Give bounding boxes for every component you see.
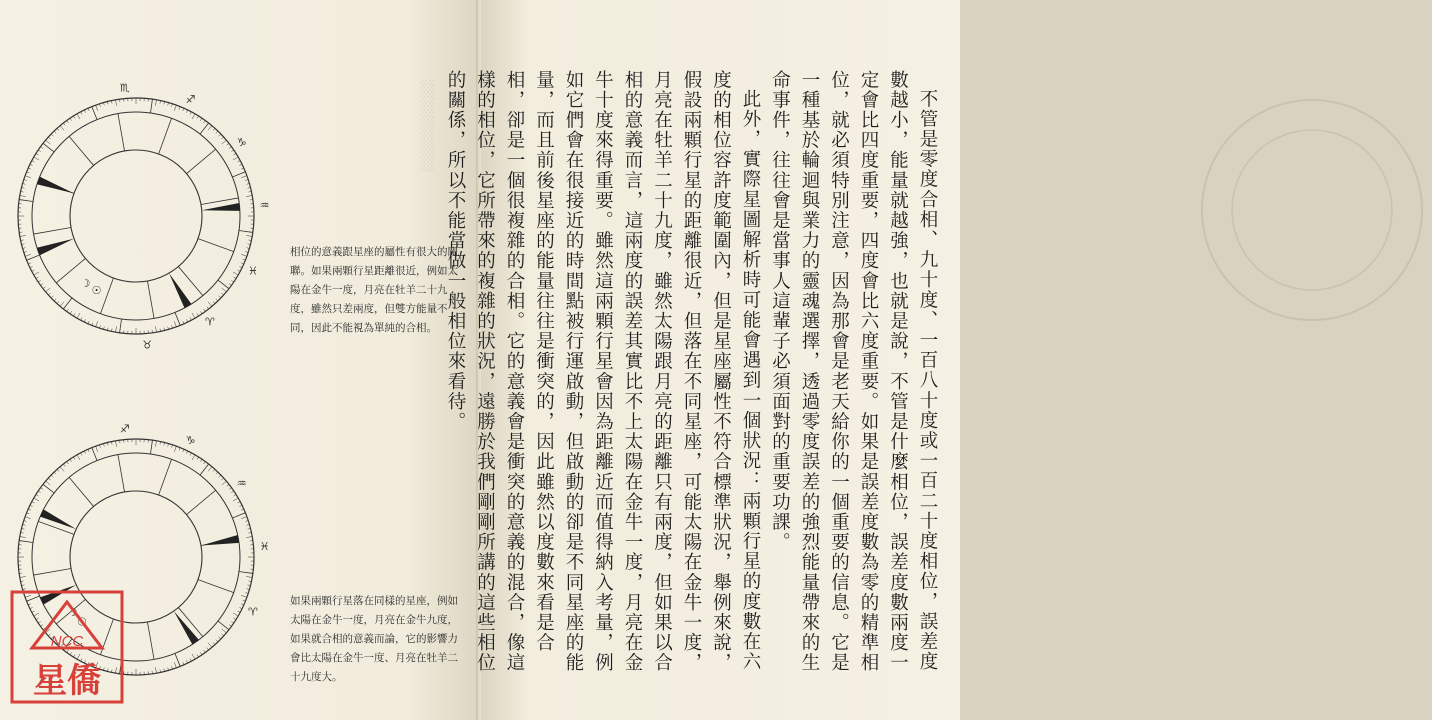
degree-tick: [222, 481, 227, 485]
degree-tick: [246, 235, 252, 236]
zodiac-sign-glyph: ♐: [185, 93, 196, 107]
degree-tick: [174, 446, 176, 452]
degree-tick: [54, 131, 56, 133]
degree-tick: [213, 128, 215, 130]
degree-tick: [239, 607, 242, 608]
degree-tick: [200, 311, 202, 313]
degree-tick: [200, 652, 202, 654]
zodiac-sign-glyph: ♒: [236, 477, 247, 491]
degree-tick: [222, 140, 227, 144]
degree-tick: [234, 153, 237, 155]
degree-tick: [216, 472, 218, 474]
sign-divider: [92, 448, 97, 461]
zodiac-sign-glyph: ♏: [119, 81, 130, 95]
degree-tick: [200, 459, 202, 461]
degree-tick: [192, 313, 195, 318]
degree-tick: [174, 321, 176, 327]
degree-tick: [57, 128, 59, 130]
degree-tick: [73, 457, 75, 460]
degree-tick: [207, 307, 209, 309]
sign-divider: [43, 484, 54, 493]
degree-tick: [77, 313, 80, 318]
degree-tick: [34, 157, 39, 160]
house-cusp-line: [147, 281, 154, 318]
body-text: [441, 70, 943, 682]
degree-tick: [213, 642, 215, 644]
degree-tick: [20, 196, 26, 197]
degree-tick: [221, 293, 223, 295]
degree-tick: [207, 648, 209, 650]
degree-tick: [41, 147, 43, 149]
sign-divider: [200, 123, 209, 134]
degree-tick: [229, 625, 231, 627]
degree-tick: [183, 662, 184, 665]
degree-tick: [238, 161, 241, 162]
degree-tick: [155, 326, 156, 332]
degree-tick: [34, 498, 39, 501]
degree-tick: [25, 176, 31, 178]
degree-tick: [239, 164, 242, 165]
degree-tick: [234, 618, 237, 620]
zodiac-sign-glyph: ♈: [205, 315, 215, 329]
left-page: [0, 0, 478, 720]
degree-tick: [67, 121, 69, 123]
house-cusp-line: [198, 239, 234, 252]
degree-tick: [208, 467, 212, 472]
wheel-outer-ring: [18, 98, 254, 334]
degree-tick: [36, 494, 39, 496]
degree-tick: [241, 595, 247, 597]
astrology-chart-top: [26, 81, 276, 352]
degree-tick: [227, 143, 229, 145]
degree-tick: [246, 576, 252, 577]
degree-tick: [219, 475, 221, 477]
degree-tick: [81, 112, 82, 115]
degree-tick: [219, 134, 221, 136]
degree-tick: [84, 451, 85, 454]
degree-tick: [34, 272, 39, 275]
degree-tick: [239, 266, 242, 267]
degree-tick: [116, 326, 117, 332]
paragraph-2: 此外，實際星圖解析時可能會遇到一個狀況：兩顆行星的度數在六度的相位容許度範圍內，但是星座屬性不符合標準狀況，舉例來說，假設兩顆行星的距離很近，但落在不同星座，可能太陽在金牛一度，月亮在牡羊二十九度，雖然太陽跟月亮的距離只有兩度，但如果以合相的意義而言，這兩度的誤差其實比不上太陽在金牛一度，月亮在金牛十度來得重要。雖然這兩顆行星會因為距離近而值得納入考量，例如它們會在很接近的時間點被行運啟動，但啟動的卻是不同星座的能量，而且前後星座的能量往往是衝突的，因此雖然以度數來看是合相，卻是一個很複雜的合相。它的意義會是衝突的意義的混合，像這樣的相位，它所帶來的複雜的狀況，遠勝於我們剛剛所講的這些相位的關係，所以不能當做一般相位來看待。: [445, 70, 761, 673]
degree-tick: [67, 462, 69, 464]
sign-divider: [239, 230, 253, 232]
degree-tick: [30, 266, 33, 267]
degree-tick: [77, 455, 80, 460]
house-cusp-line: [69, 477, 93, 506]
zodiac-sign-glyph: ♓: [259, 539, 270, 553]
sign-divider: [120, 319, 122, 333]
degree-tick: [63, 464, 65, 466]
degree-tick: [155, 100, 156, 106]
degree-tick: [190, 112, 191, 115]
ncc-seal-logo: [8, 588, 126, 706]
degree-tick: [216, 131, 218, 133]
degree-tick: [219, 637, 221, 639]
degree-tick: [197, 457, 199, 460]
planet-glyph: ☉: [77, 615, 87, 629]
degree-tick: [227, 484, 229, 486]
house-cusp-line: [147, 622, 154, 659]
degree-tick: [28, 263, 31, 264]
degree-tick: [25, 254, 31, 256]
wheel-inner-ring: [70, 150, 202, 282]
degree-tick: [208, 643, 212, 648]
degree-tick: [233, 272, 238, 275]
angle-pointer: [202, 203, 240, 211]
degree-tick: [32, 270, 35, 271]
degree-tick: [60, 467, 64, 472]
degree-tick: [46, 481, 51, 485]
zodiac-sign-glyph: ♐: [119, 422, 130, 436]
seal-cjk: 星僑: [33, 661, 101, 701]
zodiac-sign-glyph: ♒: [259, 198, 270, 212]
angle-pointer: [201, 535, 239, 546]
degree-tick: [20, 537, 26, 538]
degree-tick: [28, 509, 31, 510]
degree-tick: [241, 263, 244, 264]
degree-tick: [96, 105, 98, 111]
degree-tick: [200, 118, 202, 120]
degree-tick: [186, 319, 187, 322]
degree-tick: [51, 134, 53, 136]
degree-tick: [192, 654, 195, 659]
degree-tick: [183, 321, 184, 324]
degree-tick: [84, 319, 85, 322]
sign-divider: [218, 280, 229, 289]
bleed-through-text: ░░░░░░░░░░: [420, 80, 434, 173]
degree-tick: [241, 517, 247, 519]
degree-tick: [54, 472, 56, 474]
sign-divider: [150, 99, 152, 113]
degree-tick: [239, 505, 242, 506]
degree-tick: [63, 123, 65, 125]
degree-tick: [229, 147, 231, 149]
degree-tick: [204, 462, 206, 464]
house-cusp-line: [69, 136, 93, 165]
degree-tick: [221, 478, 223, 480]
degree-tick: [233, 157, 238, 160]
degree-tick: [88, 108, 89, 111]
house-cusp-line: [118, 114, 125, 151]
degree-tick: [73, 116, 75, 119]
degree-tick: [190, 453, 191, 456]
degree-tick: [204, 121, 206, 123]
degree-tick: [238, 502, 241, 503]
house-cusp-line: [198, 580, 234, 593]
degree-tick: [192, 114, 195, 119]
degree-tick: [246, 196, 252, 197]
house-cusp-line: [34, 568, 71, 575]
degree-tick: [208, 302, 212, 307]
degree-tick: [57, 301, 59, 303]
degree-tick: [38, 491, 40, 493]
caption-top: 相位的意義跟星座的屬性有很大的關聯。如果兩顆行星距離很近，例如太陽在金牛一度，月亮在牡羊二十九度，雖然只差兩度，但雙方能量不同，因此不能視為單純的合相。: [290, 246, 458, 334]
degree-tick: [67, 309, 69, 311]
degree-tick: [222, 629, 227, 633]
sign-divider: [43, 143, 54, 152]
degree-tick: [51, 475, 53, 477]
degree-tick: [238, 611, 241, 612]
sign-divider: [19, 541, 33, 543]
sign-divider: [218, 621, 229, 630]
degree-tick: [204, 309, 206, 311]
sign-divider: [27, 255, 40, 260]
degree-tick: [70, 459, 72, 461]
degree-tick: [241, 168, 244, 169]
degree-tick: [241, 176, 247, 178]
degree-tick: [38, 150, 40, 152]
degree-tick: [221, 634, 223, 636]
right-page: [445, 0, 960, 720]
degree-tick: [213, 301, 215, 303]
degree-tick: [234, 277, 237, 279]
degree-tick: [28, 168, 31, 169]
degree-tick: [77, 114, 80, 119]
zodiac-watermark: [1192, 60, 1432, 360]
degree-tick: [36, 153, 39, 155]
degree-tick: [183, 108, 184, 111]
paragraph-1: 不管是零度合相、九十度、一百八十度或一百二十度相位，誤差度數越小，能量就越強，也就是說，不管是什麼相位，誤差度數兩度一定會比四度重要，四度會比六度重要。如果是誤差度數為零的精準相位，就必須特別注意，因為那會是老天給你的一個重要的信息。它是一種基於輪迴與業力的靈魂選擇，透過零度誤差的強烈能量帶來的生命事件，往往會是當事人這輩子必須面對的重要功課。: [769, 70, 938, 673]
degree-tick: [36, 277, 39, 279]
sign-divider: [200, 464, 209, 475]
degree-tick: [20, 235, 26, 236]
degree-tick: [51, 296, 53, 298]
sign-divider: [232, 172, 245, 177]
degree-tick: [231, 621, 233, 623]
degree-tick: [174, 105, 176, 111]
degree-tick: [241, 509, 244, 510]
degree-tick: [48, 478, 50, 480]
degree-tick: [46, 288, 51, 292]
angle-pointer: [37, 239, 74, 256]
degree-tick: [48, 293, 50, 295]
degree-tick: [231, 150, 233, 152]
degree-tick: [48, 137, 50, 139]
degree-tick: [197, 116, 199, 119]
degree-tick: [246, 537, 252, 538]
planet-glyph: ☽: [67, 606, 78, 620]
degree-tick: [231, 491, 233, 493]
wheel-sign-ring: [32, 112, 240, 320]
degree-tick: [221, 137, 223, 139]
degree-tick: [41, 488, 43, 490]
zodiac-sign-glyph: ♉: [142, 338, 153, 352]
degree-tick: [213, 469, 215, 471]
degree-tick: [241, 604, 244, 605]
angle-pointer: [40, 509, 76, 529]
degree-tick: [216, 299, 218, 301]
degree-tick: [43, 287, 45, 289]
sign-divider: [175, 312, 180, 325]
degree-tick: [186, 110, 187, 113]
degree-tick: [46, 140, 51, 144]
degree-tick: [190, 318, 191, 321]
degree-tick: [30, 505, 33, 506]
degree-tick: [57, 469, 59, 471]
degree-tick: [234, 494, 237, 496]
zodiac-sign-glyph: ♈: [247, 605, 258, 619]
degree-tick: [190, 659, 191, 662]
degree-tick: [70, 311, 72, 313]
degree-tick: [116, 100, 117, 106]
degree-tick: [241, 254, 247, 256]
house-cusp-line: [159, 118, 172, 154]
degree-tick: [70, 118, 72, 120]
degree-tick: [233, 498, 238, 501]
degree-tick: [41, 284, 43, 286]
degree-tick: [25, 517, 31, 519]
degree-tick: [192, 455, 195, 460]
degree-tick: [229, 488, 231, 490]
degree-tick: [20, 576, 26, 577]
degree-tick: [155, 441, 156, 447]
degree-tick: [116, 441, 117, 447]
degree-tick: [96, 446, 98, 452]
degree-tick: [197, 655, 199, 658]
house-cusp-line: [100, 278, 113, 314]
angle-pointer: [37, 177, 74, 194]
degree-tick: [88, 449, 89, 452]
house-cusp-line: [187, 149, 216, 173]
caption-bottom: 如果兩顆行星落在同樣的星座，例如太陽在金牛一度，月亮在金牛九度，如果就合相的意義而論，它的影響力會比太陽在金牛一度、月亮在牡羊二十九度大。: [290, 595, 458, 683]
degree-tick: [84, 110, 85, 113]
degree-tick: [81, 453, 82, 456]
degree-tick: [197, 314, 199, 317]
degree-tick: [174, 662, 176, 668]
degree-tick: [54, 299, 56, 301]
degree-tick: [222, 288, 227, 292]
house-cusp-line: [159, 459, 172, 495]
degree-tick: [32, 502, 35, 503]
sign-divider: [19, 200, 33, 202]
sign-divider: [63, 298, 72, 309]
sign-divider: [92, 107, 97, 120]
house-cusp-line: [118, 455, 125, 492]
sign-divider: [239, 571, 253, 573]
degree-tick: [38, 280, 40, 282]
degree-tick: [219, 296, 221, 298]
degree-tick: [32, 161, 35, 162]
degree-tick: [186, 660, 187, 663]
planet-glyph: ☉: [91, 284, 102, 298]
degree-tick: [155, 667, 156, 673]
degree-tick: [238, 270, 241, 271]
degree-tick: [183, 449, 184, 452]
degree-tick: [81, 318, 82, 321]
degree-tick: [73, 314, 75, 317]
degree-tick: [208, 126, 212, 131]
degree-tick: [233, 613, 238, 616]
degree-tick: [30, 164, 33, 165]
degree-tick: [204, 650, 206, 652]
house-cusp-line: [34, 227, 71, 234]
degree-tick: [229, 284, 231, 286]
zodiac-sign-glyph: ♑: [236, 136, 247, 150]
sign-divider: [175, 653, 180, 666]
zodiac-sign-glyph: ♑: [185, 434, 196, 448]
house-cusp-line: [201, 198, 238, 205]
house-cusp-line: [38, 521, 74, 534]
degree-tick: [186, 451, 187, 454]
degree-tick: [231, 280, 233, 282]
degree-tick: [96, 321, 98, 327]
seal-latin: NCC: [50, 633, 84, 650]
degree-tick: [216, 640, 218, 642]
degree-tick: [88, 321, 89, 324]
sign-divider: [232, 513, 245, 518]
sign-divider: [150, 440, 152, 454]
degree-tick: [60, 126, 64, 131]
zodiac-sign-glyph: ♓: [247, 264, 258, 278]
house-cusp-line: [187, 490, 216, 514]
planet-glyph: ☽: [80, 277, 91, 291]
degree-tick: [60, 302, 64, 307]
